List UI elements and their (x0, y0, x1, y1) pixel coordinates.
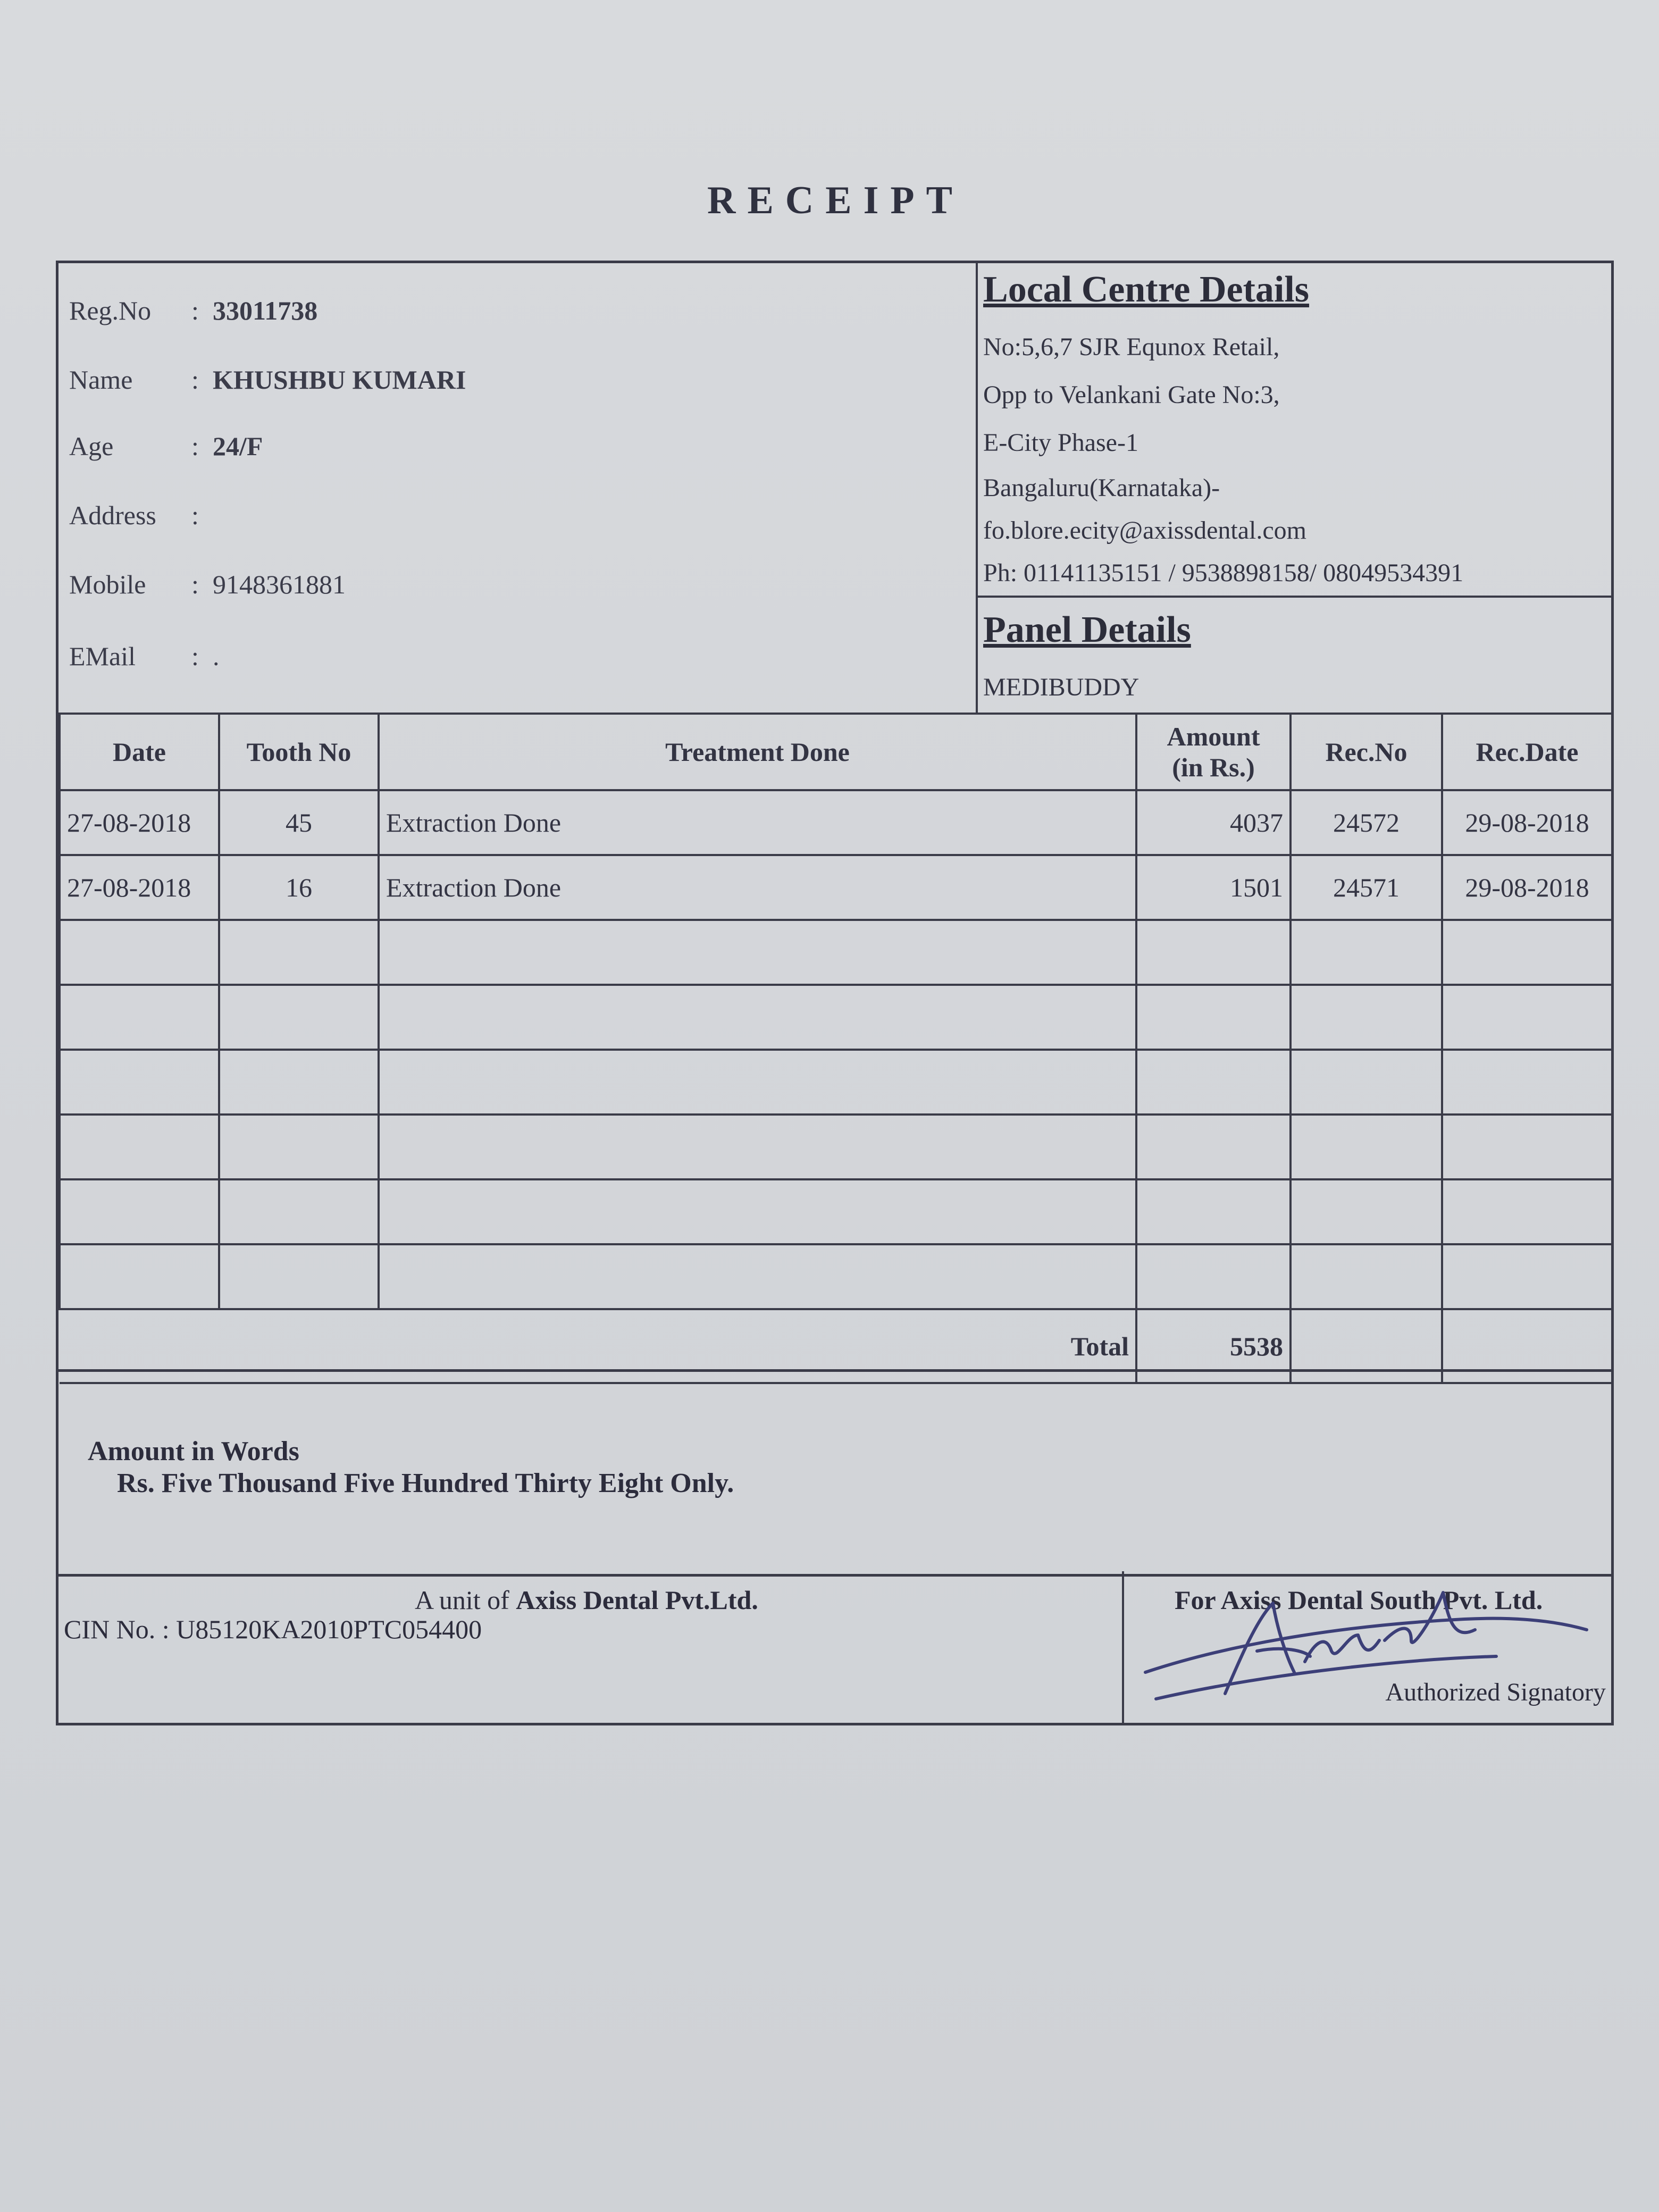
centre-title: Local Centre Details (983, 269, 1310, 310)
empty-row (60, 1050, 1612, 1115)
mobile-field: Mobile : 9148361881 (69, 569, 346, 599)
col-rec-no: Rec.No (1291, 714, 1442, 790)
reg-no-value: 33011738 (213, 296, 318, 325)
col-rec-date: Rec.Date (1442, 714, 1612, 790)
cell-treatment: Extraction Done (379, 790, 1136, 855)
empty-row (60, 1244, 1612, 1309)
col-amount (1136, 714, 1291, 790)
centre-phone: Ph: 01141135151 / 9538898158/ 08049534391 (983, 559, 1464, 587)
table-row (60, 790, 1612, 855)
col-tooth-no: Tooth No (219, 714, 379, 790)
cell-date: 27-08-2018 (60, 855, 219, 920)
centre-info (978, 263, 1611, 713)
signatory-box (1124, 1571, 1611, 1723)
centre-line: Bangaluru(Karnataka)- (983, 474, 1220, 502)
authorized-signatory: Authorized Signatory (1385, 1678, 1606, 1706)
email-value: . (213, 641, 220, 671)
address-field: Address : (69, 500, 199, 530)
patient-info (58, 263, 978, 713)
name-value: KHUSHBU KUMARI (213, 365, 466, 395)
cell-date: 27-08-2018 (60, 790, 219, 855)
treatment-table (58, 713, 1613, 1384)
total-label: Total (60, 1309, 1136, 1383)
empty-row (60, 1115, 1612, 1179)
table-row (60, 855, 1612, 920)
company-footer (58, 1571, 1124, 1723)
name-field: Name : KHUSHBU KUMARI (69, 365, 466, 395)
centre-email: fo.blore.ecity@axissdental.com (983, 516, 1307, 544)
receipt-frame (56, 261, 1614, 1725)
cell-tooth: 16 (219, 855, 379, 920)
cin-number: CIN No. : U85120KA2010PTC054400 (64, 1614, 482, 1644)
empty-row (60, 985, 1612, 1050)
cell-treatment: Extraction Done (379, 855, 1136, 920)
unit-of-text: A unit of Axiss Dental Pvt.Ltd. (415, 1585, 758, 1615)
age-value: 24/F (213, 431, 263, 461)
total-value: 5538 (1136, 1309, 1291, 1383)
mobile-value: 9148361881 (213, 569, 346, 599)
cell-rec-no: 24572 (1291, 790, 1442, 855)
cell-rec-date: 29-08-2018 (1442, 790, 1612, 855)
amount-words-value: Rs. Five Thousand Five Hundred Thirty Eight Only. (117, 1468, 734, 1498)
for-company-text: For Axiss Dental South Pvt. Ltd. (1175, 1585, 1543, 1615)
receipt-title: RECEIPT (707, 179, 964, 222)
amount-words-label: Amount in Words (88, 1436, 299, 1467)
empty-row (60, 920, 1612, 985)
centre-divider (978, 596, 1611, 598)
cell-rec-no: 24571 (1291, 855, 1442, 920)
cell-amount: 4037 (1136, 790, 1291, 855)
cell-amount: 1501 (1136, 855, 1291, 920)
centre-line: No:5,6,7 SJR Equnox Retail, (983, 333, 1280, 361)
panel-title: Panel Details (983, 609, 1191, 650)
centre-line: Opp to Velankani Gate No:3, (983, 381, 1280, 409)
centre-line: E-City Phase-1 (983, 429, 1138, 457)
col-amount-label: Amount (in Rs.) (1167, 722, 1260, 782)
table-header-row (60, 714, 1612, 790)
age-field: Age : 24/F (69, 431, 263, 461)
panel-value: MEDIBUDDY (983, 673, 1139, 701)
amount-in-words-box (58, 1369, 1611, 1577)
email-field: EMail : . (69, 641, 220, 671)
reg-no-field: Reg.No : 33011738 (69, 296, 318, 325)
empty-row (60, 1179, 1612, 1244)
col-treatment: Treatment Done (379, 714, 1136, 790)
cell-tooth: 45 (219, 790, 379, 855)
col-date: Date (60, 714, 219, 790)
cell-rec-date: 29-08-2018 (1442, 855, 1612, 920)
